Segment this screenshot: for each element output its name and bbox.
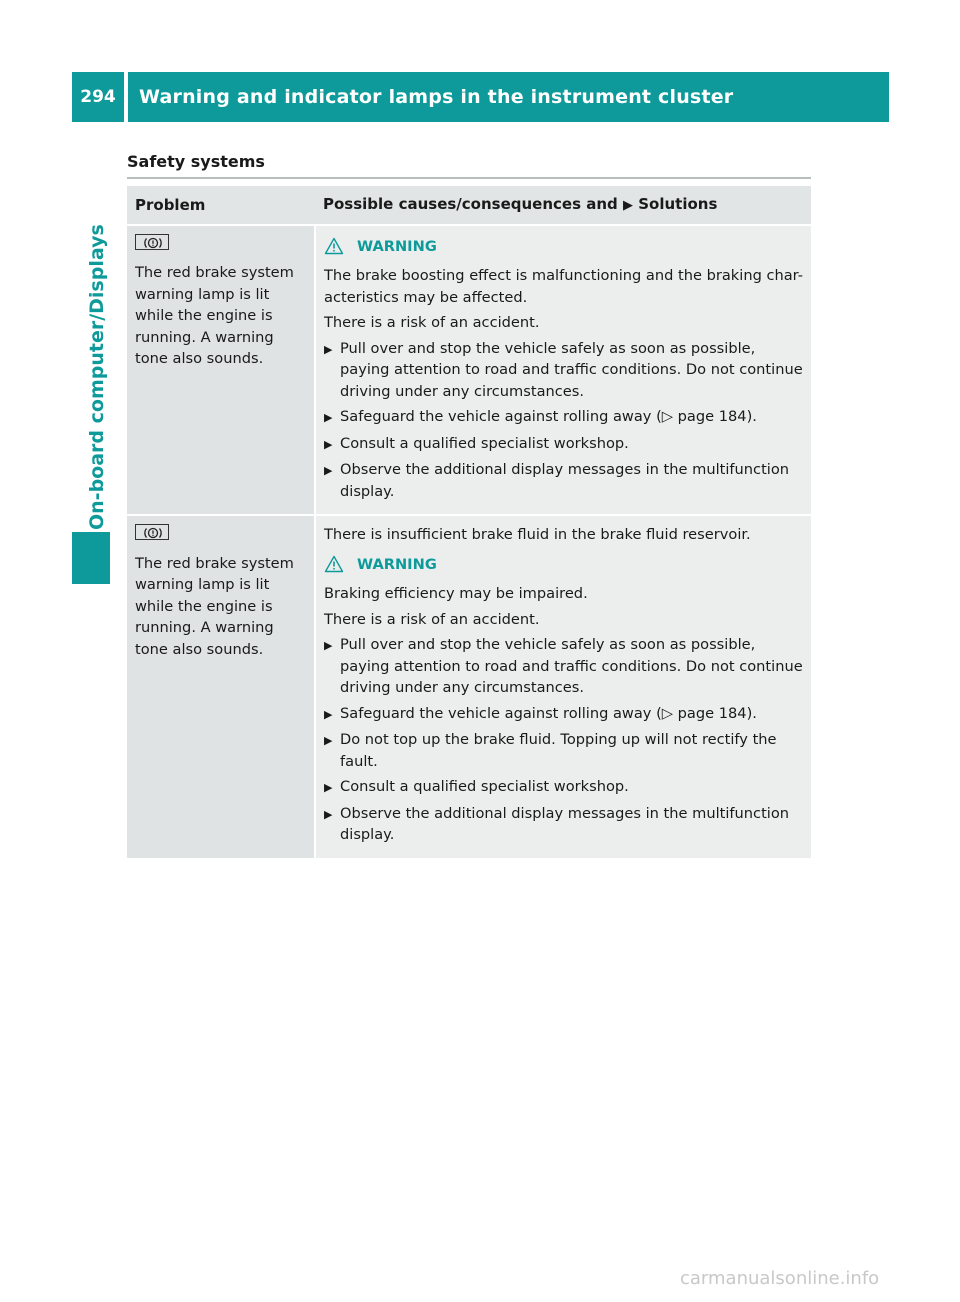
warning-text: Braking efficiency may be impaired. — [324, 585, 588, 602]
solution-cell — [315, 225, 811, 516]
problem-text: The red brake system warning lamp is lit while the engine is running. A warning tone also sounds. — [135, 554, 294, 658]
page-title: Warning and indicator lamps in the instrument cluster — [128, 72, 889, 122]
page-number: 294 — [72, 72, 124, 122]
problem-cell — [127, 515, 315, 858]
header-causes — [315, 186, 811, 225]
problem-cell — [127, 225, 315, 516]
action-arrow-icon: ▶ — [324, 639, 333, 652]
problem-table — [127, 186, 811, 858]
action-text: Consult a qualified specialist workshop. — [340, 434, 629, 452]
list-item — [324, 729, 805, 772]
action-arrow-icon: ▶ — [324, 437, 333, 451]
list-item — [324, 634, 805, 699]
header-causes-label: Possible causes/consequences and — [323, 195, 618, 213]
side-chapter-label: On-board computer/Displays — [86, 224, 108, 530]
problem-text: The red brake system warning lamp is lit while the engine is running. A warning tone also sounds. — [135, 264, 294, 367]
action-text: Observe the additional display messages in the multifunction display. — [340, 461, 790, 500]
warning-text: There is a risk of an accident. — [324, 610, 540, 628]
solution-cell — [315, 515, 811, 858]
header-solutions-label: Solutions — [638, 195, 718, 213]
action-arrow-icon: ▶ — [324, 781, 333, 794]
list-item — [324, 803, 805, 846]
section-divider — [127, 177, 811, 179]
warning-triangle-icon — [324, 237, 344, 255]
action-text: Pull over and stop the vehicle safely as soon as possible, paying attention to road and traffic conditions. Do not continue driving under any circumstances. — [340, 339, 803, 400]
action-text: Pull over and stop the vehicle safely as soon as possible, paying attention to road and traffic conditions. Do not continue driving under any circumstances. — [340, 636, 803, 696]
list-item — [324, 406, 805, 429]
action-text: Safeguard the vehicle against rolling away (▷ page 184). — [340, 408, 757, 425]
warning-heading — [324, 554, 805, 576]
action-arrow-icon: ▶ — [324, 411, 333, 424]
action-arrow-icon: ▶ — [324, 807, 333, 821]
action-text: Observe the additional display messages in the multifunction display. — [340, 804, 790, 843]
action-text: Safeguard the vehicle against rolling away (▷ page 184). — [340, 704, 757, 722]
warning-label: WARNING — [357, 237, 437, 255]
action-text: Do not top up the brake fluid. Topping up will not rectify the fault. — [340, 731, 777, 770]
cause-text: There is insufficient brake fluid in the brake fluid reservoir. — [324, 526, 751, 543]
list-item — [324, 703, 805, 726]
warning-triangle-icon — [324, 555, 344, 573]
list-item — [324, 776, 805, 799]
warning-label: WARNING — [357, 555, 437, 573]
warning-text: The brake boosting effect is malfunctioning and the braking char-acteristics may be affected. — [324, 267, 804, 306]
header-arrow-icon: ▶ — [623, 198, 634, 213]
watermark-text: carmanualsonline.info — [680, 1268, 880, 1289]
brake-warning-lamp-icon — [135, 524, 169, 540]
table-row — [127, 225, 811, 516]
table-row — [127, 515, 811, 858]
action-arrow-icon: ▶ — [324, 734, 333, 747]
list-item — [324, 459, 805, 502]
action-text: Consult a qualified specialist workshop. — [340, 778, 629, 795]
section-title: Safety systems — [127, 152, 265, 171]
brake-warning-lamp-icon — [135, 234, 169, 250]
action-arrow-icon: ▶ — [324, 464, 333, 477]
list-item — [324, 433, 805, 456]
warning-text: There is a risk of an accident. — [324, 314, 540, 331]
side-tab-block — [72, 532, 110, 584]
action-arrow-icon: ▶ — [324, 707, 333, 721]
action-arrow-icon: ▶ — [324, 342, 333, 356]
list-item — [324, 338, 805, 403]
header-problem: Problem — [127, 186, 315, 225]
warning-heading — [324, 236, 805, 258]
